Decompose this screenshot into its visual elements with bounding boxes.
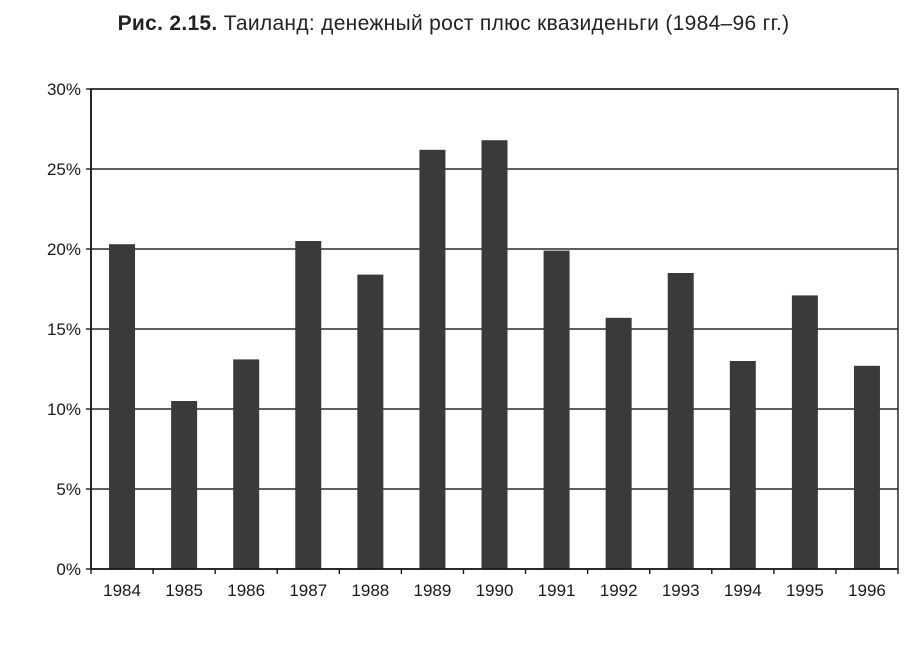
x-tick-label: 1987 <box>289 581 328 600</box>
x-tick-label: 1989 <box>413 581 452 600</box>
x-tick-label: 1992 <box>599 581 638 600</box>
bar-1992 <box>606 318 632 569</box>
bar-1987 <box>295 241 321 569</box>
x-tick-label: 1995 <box>785 581 824 600</box>
bar-1989 <box>419 150 445 569</box>
x-tick-label: 1990 <box>475 581 514 600</box>
bar-1985 <box>171 401 197 569</box>
y-tick-label: 0% <box>56 560 81 579</box>
bar-1993 <box>668 273 694 569</box>
x-tick-label: 1994 <box>723 581 762 600</box>
x-tick-label: 1984 <box>103 581 141 600</box>
bar-1994 <box>730 361 756 569</box>
x-tick-label: 1996 <box>848 581 886 600</box>
y-tick-label: 15% <box>46 320 81 339</box>
y-tick-labels <box>47 80 81 579</box>
bar-1990 <box>482 140 508 569</box>
y-tick-label: 5% <box>56 480 81 499</box>
y-tick-label: 30% <box>46 80 81 99</box>
bar-1991 <box>544 251 570 569</box>
bar-1996 <box>854 366 880 569</box>
x-tick-label: 1988 <box>351 581 390 600</box>
x-tick-label: 1991 <box>537 581 576 600</box>
bar-1988 <box>357 275 383 569</box>
x-tick-label: 1985 <box>165 581 204 600</box>
bars <box>109 140 880 569</box>
x-tick-label: 1986 <box>227 581 266 600</box>
bar-1995 <box>792 295 818 569</box>
figure-title: Таиланд: денежный рост плюс квазиденьги (1984–96 гг.) <box>223 12 790 35</box>
bar-1986 <box>233 359 259 569</box>
y-tick-label: 10% <box>46 400 81 419</box>
bar-1984 <box>109 244 135 569</box>
x-tick-label: 1993 <box>661 581 700 600</box>
x-tick-labels <box>103 581 886 600</box>
y-tick-label: 25% <box>46 160 81 179</box>
figure-number: Рис. 2.15. <box>117 12 218 35</box>
y-tick-label: 20% <box>46 240 81 259</box>
